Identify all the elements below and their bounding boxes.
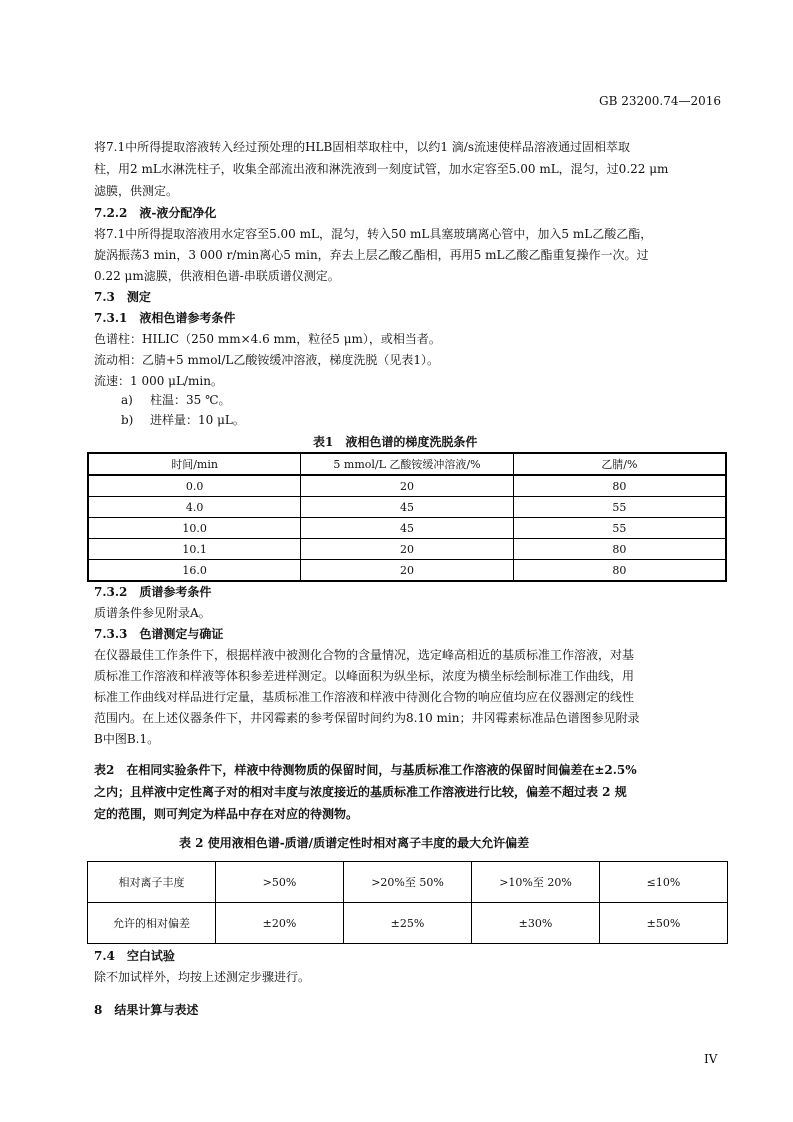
table-row	[88, 903, 728, 944]
table-cell: 45	[301, 518, 514, 539]
table-cell: 允许的相对偏差	[88, 903, 216, 944]
s74-text: 除不加试样外，均按上述测定步骤进行。	[94, 970, 311, 984]
s731-column: 色谱柱：HILIC（250 mm×4.6 mm，粒径5 μm），或相当者。	[94, 332, 441, 346]
intro-line-1: 将7.1中所得提取溶液转入经过预处理的HLB固相萃取柱中，以约1 滴/s流速使样品溶液通过固相萃取	[94, 140, 630, 154]
table-cell: 20	[301, 560, 514, 582]
note-line-2: 之内；且样液中定性离子对的相对丰度与浓度接近的基质标准工作溶液进行比较，偏差不超过表 2 规	[94, 785, 627, 799]
table1-caption: 表1 液相色谱的梯度洗脱条件	[313, 435, 478, 449]
table-cell: 10.1	[88, 539, 301, 560]
s733-line-1: 在仪器最佳工作条件下，根据样液中被测化合物的含量情况，选定峰高相近的基质标准工作溶液，对基	[94, 648, 635, 662]
table-row	[88, 475, 726, 497]
section-7-4-heading: 7.4 空白试验	[94, 949, 175, 963]
table1-header-time: 时间/min	[88, 453, 301, 475]
table-row	[88, 560, 726, 582]
s731-item-b-text: 进样量：10 μL。	[150, 413, 245, 427]
table2-caption: 表 2 使用液相色谱-质谱/质谱定性时相对离子丰度的最大允许偏差	[179, 836, 530, 850]
table-cell: ≤10%	[600, 862, 728, 903]
section-7-3-heading: 7.3 测定	[94, 290, 151, 304]
table-cell: ±30%	[472, 903, 600, 944]
s733-line-5: B中图B.1。	[94, 732, 160, 746]
table-cell: 0.0	[88, 475, 301, 497]
s731-mobile-phase: 流动相：乙腈+5 mmol/L乙酸铵缓冲溶液，梯度洗脱（见表1）。	[94, 353, 439, 367]
table1-header-buffer: 5 mmol/L 乙酸铵缓冲溶液/%	[301, 453, 514, 475]
section-8-heading: 8 结果计算与表述	[94, 1003, 199, 1017]
table1-header-acetonitrile: 乙腈/%	[513, 453, 726, 475]
table-row	[88, 497, 726, 518]
table-row	[88, 518, 726, 539]
intro-line-3: 滤膜，供测定。	[94, 184, 179, 198]
section-7-2-2-heading: 7.2.2 液-液分配净化	[94, 206, 217, 220]
table-cell: ±25%	[344, 903, 472, 944]
s732-text: 质谱条件参见附录A。	[94, 606, 211, 620]
table1	[87, 452, 727, 582]
section-7-3-3-heading: 7.3.3 色谱测定与确证	[94, 627, 224, 641]
table-cell: 10.0	[88, 518, 301, 539]
s733-line-2: 质标准工作溶液和样液等体积参差进样测定。以峰面积为纵坐标，浓度为横坐标绘制标准工作曲线，用	[94, 669, 635, 683]
table-cell: 20	[301, 539, 514, 560]
table-row	[88, 539, 726, 560]
table-cell: 55	[513, 497, 726, 518]
note-line-1: 表2 在相同实验条件下，样液中待测物质的保留时间，与基质标准工作溶液的保留时间偏差在±2.5%	[94, 763, 637, 777]
table2	[87, 861, 728, 944]
s722-line-3: 0.22 μm滤膜，供液相色谱-串联质谱仪测定。	[94, 269, 340, 283]
table-cell: ±20%	[216, 903, 344, 944]
section-7-3-1-heading: 7.3.1 液相色谱参考条件	[94, 311, 236, 325]
table-cell: ±50%	[600, 903, 728, 944]
intro-line-2: 柱，用2 mL水淋洗柱子，收集全部流出液和淋洗液到一刻度试管，加水定容至5.00 mL，混匀，过0.22 μm	[94, 162, 669, 176]
table-cell: 55	[513, 518, 726, 539]
table-cell: 16.0	[88, 560, 301, 582]
table-cell: 80	[513, 475, 726, 497]
table-cell: 80	[513, 560, 726, 582]
table-cell: >20%至 50%	[344, 862, 472, 903]
table1-header-row	[88, 453, 726, 475]
s722-line-2: 旋涡振荡3 min，3 000 r/min离心5 min，弃去上层乙酸乙酯相，再用5 mL乙酸乙酯重复操作一次。过	[94, 248, 649, 262]
section-7-3-2-heading: 7.3.2 质谱参考条件	[94, 585, 212, 599]
table-cell: 20	[301, 475, 514, 497]
s731-item-b-marker: b)	[121, 413, 134, 427]
table-cell: 相对离子丰度	[88, 862, 216, 903]
note-line-3: 定的范围，则可判定为样品中存在对应的待测物。	[94, 807, 359, 821]
s731-item-a-marker: a)	[121, 393, 133, 407]
table-cell: 80	[513, 539, 726, 560]
s731-item-a-text: 柱温：35 ℃。	[150, 393, 231, 407]
s733-line-4: 范围内。在上述仪器条件下，井冈霉素的参考保留时间约为8.10 min；井冈霉素标准品色谱图参见附录	[94, 711, 640, 725]
table-cell: >50%	[216, 862, 344, 903]
page-number: IV	[704, 1052, 718, 1066]
table-cell: 45	[301, 497, 514, 518]
table-cell: 4.0	[88, 497, 301, 518]
table-row	[88, 862, 728, 903]
s733-line-3: 标准工作曲线对样品进行定量，基质标准工作溶液和样液中待测化合物的响应值均应在仪器测定的线性	[94, 690, 635, 704]
s722-line-1: 将7.1中所得提取溶液用水定容至5.00 mL，混匀，转入50 mL具塞玻璃离心管中，加入5 mL乙酸乙酯，	[94, 227, 653, 241]
table-cell: >10%至 20%	[472, 862, 600, 903]
s731-flow-rate: 流速：1 000 μL/min。	[94, 374, 223, 388]
standard-code: GB 23200.74—2016	[599, 94, 722, 108]
